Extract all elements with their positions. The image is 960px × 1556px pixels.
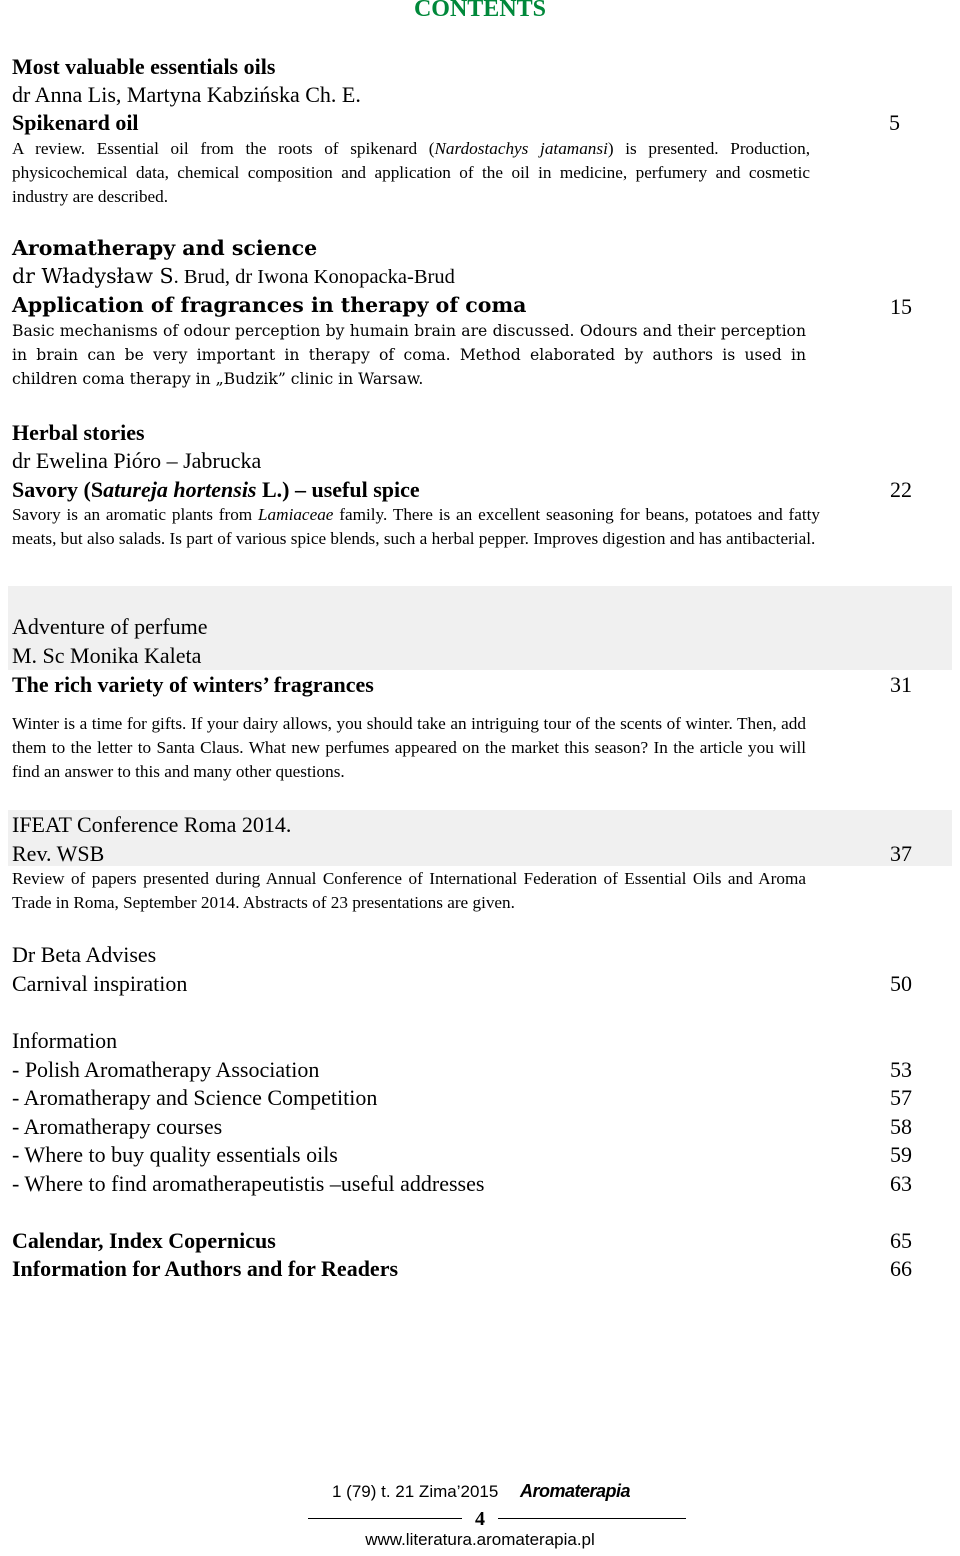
section-heading: Adventure of perfume [12,614,208,639]
information-item: - Where to find aromatherapeutistis –useful addresses [12,1171,485,1196]
page-number: 53 [890,1057,912,1082]
brand-logo: Aromaterapia [520,1481,631,1501]
page-number: 63 [890,1171,912,1196]
page-number: 50 [890,971,912,996]
article-authors: M. Sc Monika Kaleta [12,643,202,668]
page-number: 65 [890,1228,912,1253]
page-number: 57 [890,1085,912,1110]
information-item: - Aromatherapy and Science Competition [12,1085,378,1110]
closing-item: Calendar, Index Copernicus [12,1228,276,1253]
page-number: 37 [890,841,912,866]
article-abstract: Savory is an aromatic plants from Lamiaceae family. There is an excellent seasoning for beans, potatoes and fatty meats, but also salads. Is part of various spice blends, such a herbal pepper. Improves digestion and has antibacterial. [12,505,821,548]
information-item: - Aromatherapy courses [12,1114,223,1139]
section-heading: Herbal stories [12,420,145,445]
article-title: The rich variety of winters’ fragrances [12,672,374,697]
page-number: 66 [890,1256,912,1281]
contents-heading: CONTENTS [413,0,547,22]
page-number: 58 [890,1114,912,1139]
page-number: 5 [889,110,900,135]
article-authors: dr Władysław S. Brud, dr Iwona Konopacka-Brud [12,264,455,288]
page-number: 22 [890,477,912,502]
page-number-footer: 4 [475,1508,485,1530]
article-abstract: Basic mechanisms of odour perception by humain brain are discussed. Odours and their perception in brain can be very important in therapy of coma. Method elaborated by authors is used in children coma therapy in „Budzik” clinic in Warsaw. [12,322,806,388]
page-number: 31 [890,672,912,697]
page-number: 59 [890,1142,912,1167]
article-authors: dr Ewelina Pióro – Jabrucka [12,448,262,473]
article-abstract: Review of papers presented during Annual Conference of International Federation of Essential Oils and Aroma Trade in Roma, September 2014. Abstracts of 23 presentations are given. [12,869,806,912]
closing-item: Information for Authors and for Readers [12,1256,399,1281]
latin-name: Nardostachys jatamansi [434,139,608,158]
section-heading: Aromatherapy and science [12,236,318,260]
information-item: - Polish Aromatherapy Association [12,1057,320,1082]
page-number: 15 [890,294,912,319]
article-title: Savory (Satureja hortensis L.) – useful spice [12,477,420,502]
section-heading: IFEAT Conference Roma 2014. [12,812,292,837]
latin-name: Lamiaceae [258,505,334,524]
information-item: - Where to buy quality essentials oils [12,1142,338,1167]
article-title: Spikenard oil [12,110,139,135]
section-heading: Dr Beta Advises [12,942,157,967]
article-authors: dr Anna Lis, Martyna Kabzińska Ch. E. [12,82,361,107]
section-heading: Most valuable essentials oils [12,54,276,79]
issue-info: 1 (79) t. 21 Zima’2015 [332,1482,499,1501]
information-heading: Information [12,1028,118,1053]
article-abstract: Winter is a time for gifts. If your dairy allows, you should take an intriguing tour of the scents of winter. Then, add them to the letter to Santa Claus. What new perfumes appeared on the market this season? In the article you will find an answer to this and many other questions. [12,714,806,781]
article-title: Application of fragrances in therapy of coma [12,293,527,317]
article-authors: Rev. WSB [12,841,105,866]
article-abstract: A review. Essential oil from the roots of spikenard (Nardostachys jatamansi) is presented. Production, physicochemical data, chemical composition and application of the oil in medicine, perfumery and cosmetic industry are described. [12,139,810,206]
article-title: Carnival inspiration [12,971,188,996]
footer-url[interactable]: www.literatura.aromaterapia.pl [365,1530,595,1549]
